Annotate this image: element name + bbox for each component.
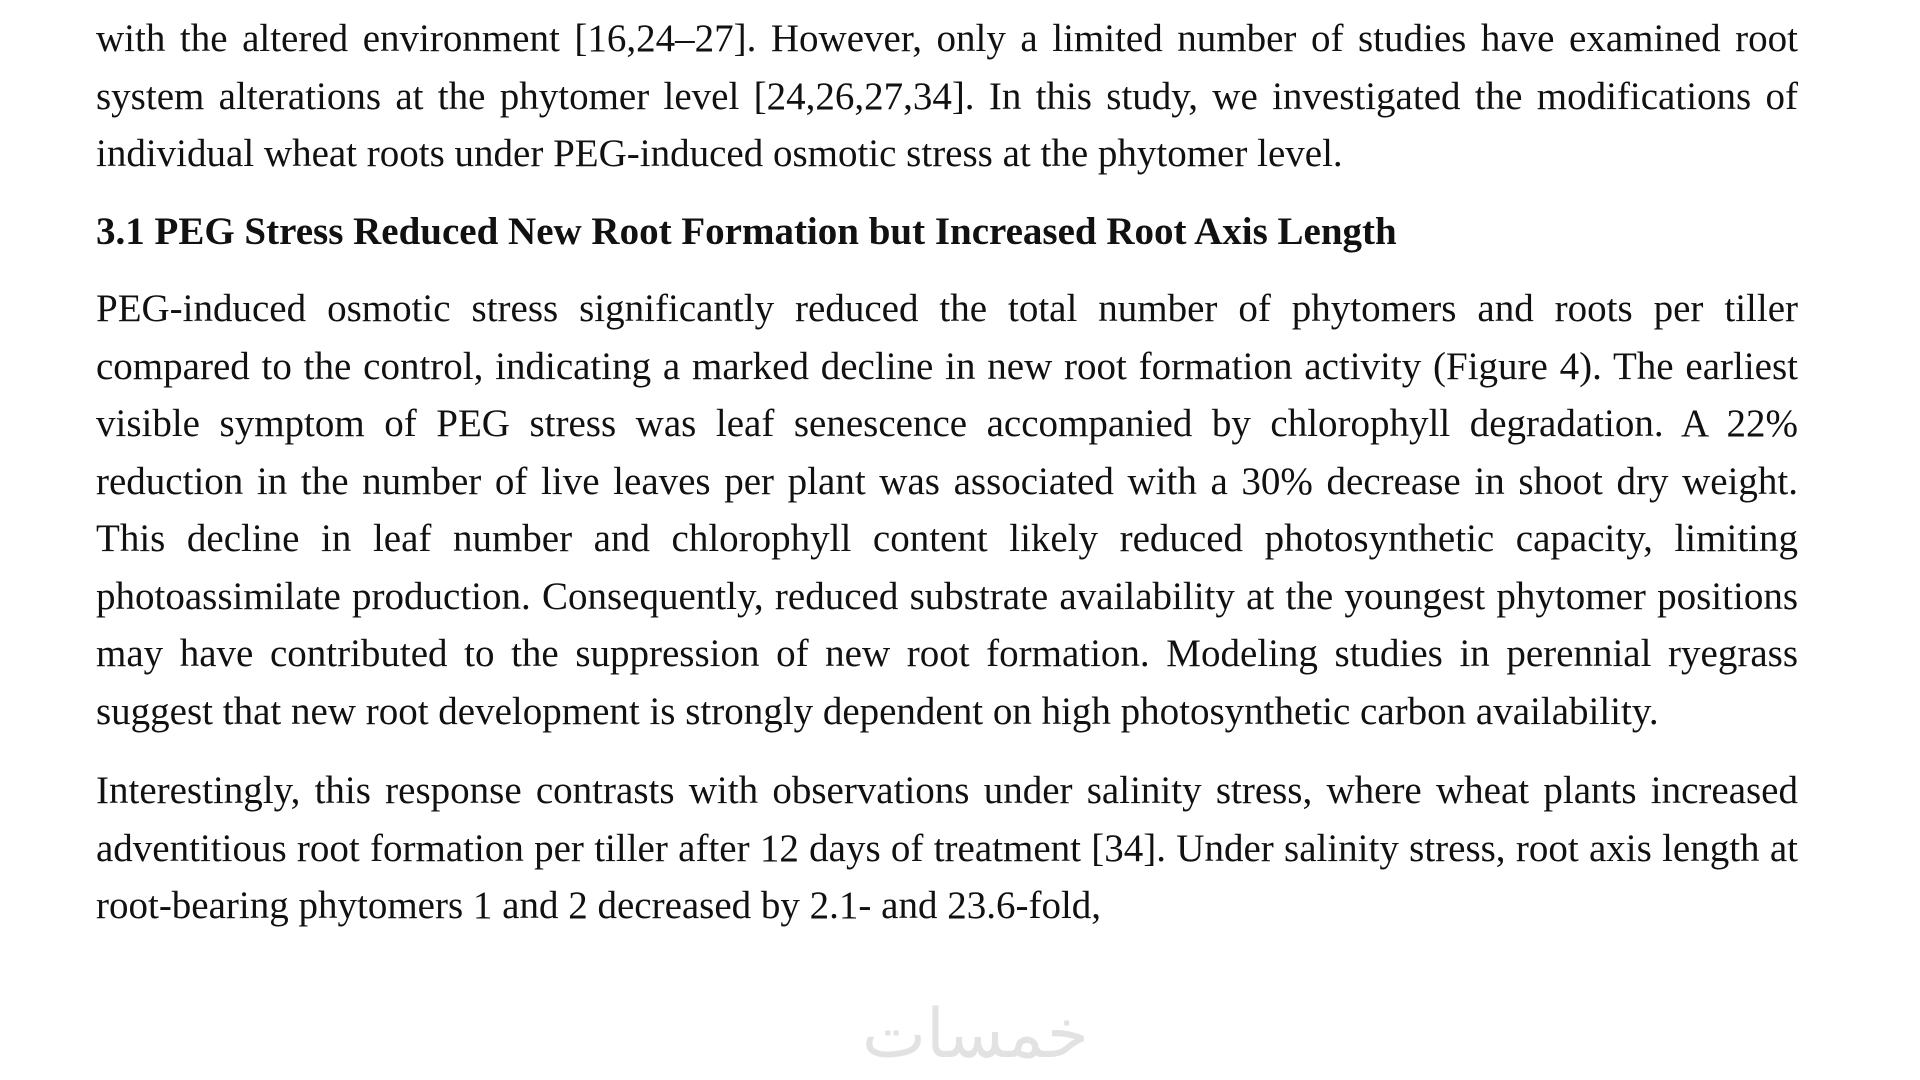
section-heading: 3.1 PEG Stress Reduced New Root Formation but Increased Root Axis Length	[96, 209, 1397, 253]
paragraph-spacer	[96, 740, 1798, 762]
watermark-logo: خمسات	[862, 995, 1089, 1074]
results-paragraph: PEG-induced osmotic stress significantly reduced the total number of phytomers and roots per tiller compared to the control, indicating a marked decline in new root formation activity (Figure 4). The earliest visible symptom of PEG stress was leaf senescence accompanied by chlorophyll degradation. A 22% reduction in the number of live leaves per plant was associated with a 30% decrease in shoot dry weight. This decline in leaf number and chlorophyll content likely reduced photosynthetic capacity, limiting photoassimilate production. Consequently, reduced substrate availability at the youngest phytomer positions may have contributed to the suppression of new root formation. Modeling studies in perennial ryegrass suggest that new root development is strongly dependent on high photosynthetic carbon availability.	[96, 287, 1798, 733]
document-body	[96, 10, 1798, 935]
comparison-paragraph: Interestingly, this response contrasts with observations under salinity stress, where wheat plants increased adventitious root formation per tiller after 12 days of treatment [34]. Under salinity stress, root axis length at root-bearing phytomers 1 and 2 decreased by 2.1- and 23.6-fold,	[96, 769, 1798, 927]
intro-paragraph: with the altered environment [16,24–27]. However, only a limited number of studies have examined root system alterations at the phytomer level [24,26,27,34]. In this study, we investigated the modifications of individual wheat roots under PEG-induced osmotic stress at the phytomer level.	[96, 17, 1798, 175]
